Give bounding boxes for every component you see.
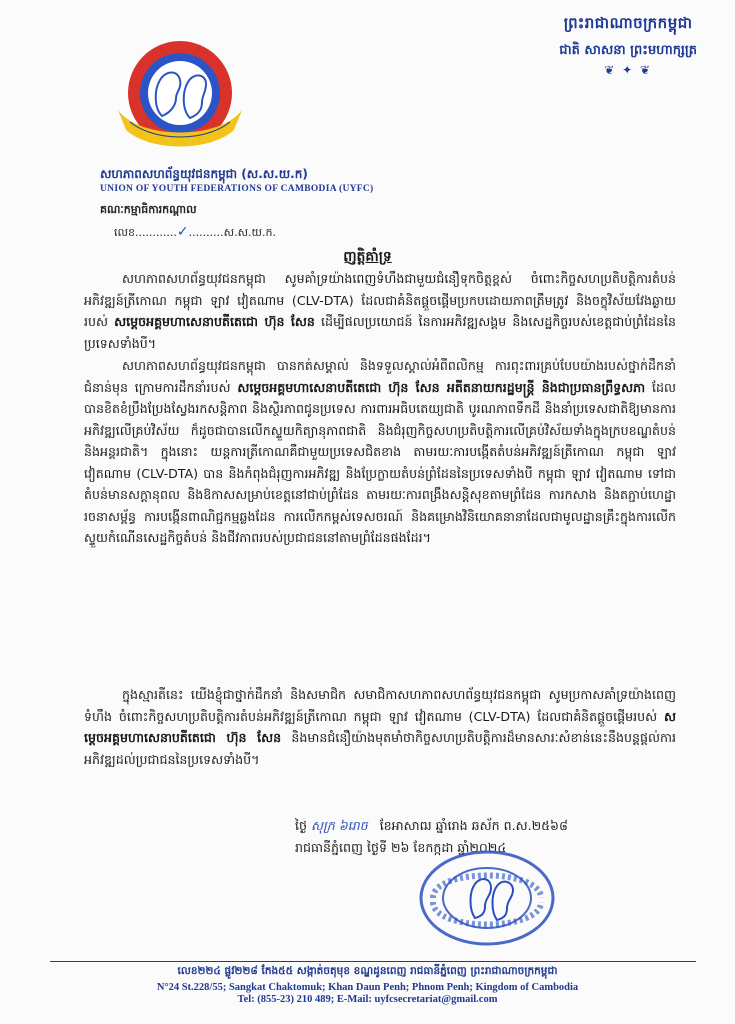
kingdom-header <box>559 14 697 77</box>
reference-prefix: លេខ............ <box>114 226 177 239</box>
uyfc-logo-icon <box>110 38 250 158</box>
reference-suffix: ..........ស.ស.យ.ក. <box>188 226 276 239</box>
lunar-month-year: ខែអាសាឍ ឆ្នាំរោង ឆស័ក ព.ស.២៥៦៨ <box>379 818 568 833</box>
paragraph-2-text-b: ដែលបានខិតខំប្រឹងប្រែងស្វែងរកសន្តិភាព និងស្ថិរភាពជូនប្រទេស ការពារអធិបតេយ្យជាតិ បូរណភាពទឹកដី និងនាំប្រទេសជាតិឱ្យមានការអភិវឌ្ឍលើគ្រប់វិស័យ ក៏ដូចជាបានលើកស្ទួយកិត្យានុភាពជាតិ និងជំរុញកិច្ចសហប្រតិបត្តិការលើគ្រប់វិស័យទាំងក្នុងក្របខណ្ឌតំបន់ និងអន្តរជាតិ។ ក្នុងនោះ យន្តការត្រីកោណគឺជាមួយប្រទេសជិតខាង តាមរយៈការបង្កើតតំបន់អភិវឌ្ឍន៍ត្រីកោណ កម្ពុជា ឡាវ វៀតណាម (CLV-DTA) បាន និងកំពុងជំរុញការអភិវឌ្ឍ និងប្រែក្លាយតំបន់ព្រំដែននៃប្រទេសទាំងបី កម្ពុជា ឡាវ វៀតណាម ទៅជាតំបន់មានសក្តានុពល និងឱកាសសម្រាប់ខេត្តនៅជាប់ព្រំដែន តាមរយៈការពង្រឹងសន្តិសុខតាមព្រំដែន ការកសាង និងតភ្ជាប់ហេដ្ឋារចនាសម្ព័ន្ធ ការបង្កើនពាណិជ្ជកម្មឆ្លងដែន ការលើកកម្ពស់ទេសចរណ៍ និងគម្រោងវិនិយោគនានាដែលជាមូលដ្ឋានគ្រឹះក្នុងការលើកស្ទួយកំណើនសេដ្ឋកិច្ចតំបន់ និងជីវភាពរបស់ប្រជាជននៅតាមព្រំដែនផងដែរ។ <box>84 379 676 545</box>
kingdom-title: ព្រះរាជាណាចក្រកម្ពុជា <box>563 14 693 32</box>
org-name-english: UNION OF YOUTH FEDERATIONS OF CAMBODIA (UYFC) <box>100 184 374 194</box>
lunar-date <box>295 815 568 837</box>
paragraph-2 <box>84 355 676 549</box>
paragraph-3-text-b: និងមានជំនឿយ៉ាងមុតមាំថាកិច្ចសហប្រតិបត្តិការដ៏មានសារៈសំខាន់នេះនឹងបន្តផ្តល់ការអភិវឌ្ឍដល់ប្រជាជននៃប្រទេសទាំងបី។ <box>84 730 676 767</box>
paragraph-3-bold: សម្តេចអគ្គមហាសេនាបតីតេជោ ហ៊ុន សែន <box>84 708 676 745</box>
ornament-divider: ❦ ✦ ❦ <box>604 63 652 77</box>
paragraph-1 <box>84 268 676 354</box>
check-mark-icon: ✓ <box>176 224 189 240</box>
document-title: ញត្តិគាំទ្រ <box>343 249 392 265</box>
footer-address-english: N°24 St.228/55; Sangkat Chaktomuk; Khan Daun Penh; Phnom Penh; Kingdom of Cambodia <box>156 982 579 993</box>
paragraph-1-text-a: សហភាពសហព័ន្ធយុវជនកម្ពុជា សូមគាំទ្រយ៉ាងពេញទំហឹងជាមួយជំនឿទុកចិត្តខ្ពស់ ចំពោះកិច្ចសហប្រតិបត្តិការតំបន់អភិវឌ្ឍន៍ត្រីកោណ កម្ពុជា ឡាវ វៀតណាម (CLV-DTA) ដែលជាគំនិតផ្តួចផ្តើមប្រកបដោយភាពត្រឹមត្រូវ និងចក្ខុវិស័យវែងឆ្ងាយ របស់ <box>84 271 676 329</box>
org-name-khmer: សហភាពសហព័ន្ធយុវជនកម្ពុជា (ស.ស.យ.ក) <box>100 167 308 181</box>
kingdom-motto: ជាតិ សាសនា ព្រះមហាក្សត្រ <box>559 43 697 58</box>
paragraph-2-text-a: សហភាពសហព័ន្ធយុវជនកម្ពុជា បានកត់សម្គាល់ និងទទួលស្គាល់អំពីពលិកម្ម ការពុះពារគ្រប់បែបយ៉ាងរបស់ថ្នាក់ដឹកនាំជំនាន់មុន ក្រោមការដឹកនាំរបស់ <box>84 358 676 395</box>
paragraph-2-bold: សម្តេចអគ្គមហាសេនាបតីតេជោ ហ៊ុន សែន អតីតនាយករដ្ឋមន្ត្រី និងជាប្រធានព្រឹទ្ធសភា <box>237 379 646 395</box>
solar-date: រាជធានីភ្នំពេញ ថ្ងៃទី ២៦ ខែកក្កដា ឆ្នាំ២០២៤ <box>295 840 507 855</box>
reference-number <box>114 224 276 242</box>
footer-address-khmer: លេខ២២៤ ផ្លូវ២២៨ កែង៥៥ សង្កាត់ចតុមុខ ខណ្ឌដូនពេញ រាជធានីភ្នំពេញ ព្រះរាជាណាចក្រកម្ពុជា <box>177 965 558 977</box>
paragraph-1-bold: សម្តេចអគ្គមហាសេនាបតីតេជោ ហ៊ុន សែន <box>114 314 315 329</box>
official-seal-icon <box>417 848 557 948</box>
paragraph-3-text-a: ក្នុងស្មារតីនេះ យើងខ្ញុំជាថ្នាក់ដឹកនាំ និងសមាជិក សមាជិកាសហភាពសហព័ន្ធយុវជនកម្ពុជា សូមប្រកាសគាំទ្រយ៉ាងពេញទំហឹង ចំពោះកិច្ចសហប្រតិបត្តិការតំបន់អភិវឌ្ឍន៍ត្រីកោណ កម្ពុជា ឡាវ វៀតណាម (CLV-DTA) ដែលជាគំនិតផ្តួចផ្តើមរបស់ <box>84 687 676 724</box>
date-prefix: ថ្ងៃ <box>295 818 307 833</box>
paragraph-3 <box>84 684 676 770</box>
paragraph-1-text-b: ដើម្បីផលប្រយោជន៍ នៃការអភិវឌ្ឍសង្គម និងសេដ្ឋកិច្ចរបស់ខេត្តជាប់ព្រំដែននៃប្រទេសទាំងបី។ <box>84 314 676 351</box>
footer-divider <box>50 961 696 962</box>
committee-name: គណៈកម្មាធិការកណ្តាល <box>100 203 197 216</box>
handwritten-date: សុក្រ ៦រោច <box>311 818 368 833</box>
footer <box>0 965 735 1005</box>
footer-contact: Tel: (855-23) 210 489; E-Mail: uyfcsecretariat@gmail.com <box>237 994 498 1005</box>
